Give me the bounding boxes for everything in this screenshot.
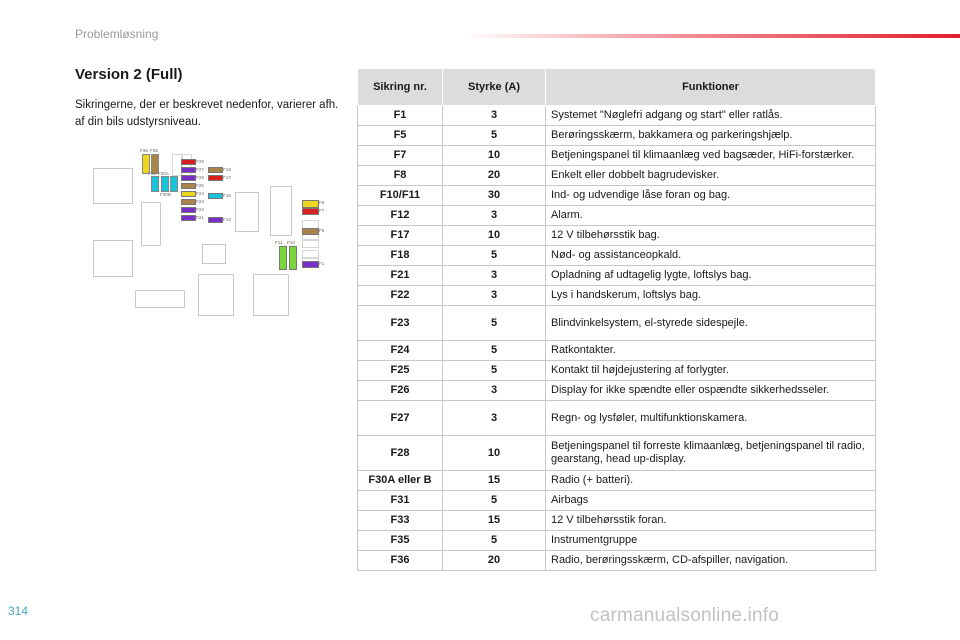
watermark: carmanualsonline.info <box>590 605 780 626</box>
fuse-f30a <box>161 176 169 192</box>
fuse-function: Lys i handskerum, loftslys bag. <box>546 286 876 306</box>
fuse-box-diagram <box>80 140 340 325</box>
fuse-function: Berøringsskærm, bakkamera og parkeringshjælp. <box>546 126 876 146</box>
fuse-f11 <box>279 246 287 270</box>
fuse-f24 <box>181 191 196 197</box>
table-row <box>358 511 876 531</box>
fuse-label: F36 <box>140 148 148 153</box>
fuse-f23 <box>181 199 196 205</box>
fuse-function: 12 V tilbehørsstik foran. <box>546 511 876 531</box>
fuse-function: Opladning af udtagelig lygte, loftslys bag. <box>546 266 876 286</box>
table-row <box>358 126 876 146</box>
fuse-number: F24 <box>358 341 443 361</box>
fuse-number: F17 <box>358 226 443 246</box>
fuse-amperage: 5 <box>443 341 546 361</box>
fuse-amperage: 3 <box>443 266 546 286</box>
fuse-f1 <box>302 261 319 268</box>
table-row <box>358 491 876 511</box>
fuse-function: Ratkontakter. <box>546 341 876 361</box>
table-row <box>358 381 876 401</box>
fuse-number: F33 <box>358 511 443 531</box>
fuse-function: Radio, berøringsskærm, CD-afspiller, navigation. <box>546 551 876 571</box>
fuse-amperage: 30 <box>443 186 546 206</box>
fuse-amperage: 10 <box>443 436 546 471</box>
fuse-label: F35 <box>150 148 158 153</box>
fuse-number: F21 <box>358 266 443 286</box>
fuse-function: Instrumentgruppe <box>546 531 876 551</box>
fuse-function: Ind- og udvendige låse foran og bag. <box>546 186 876 206</box>
header-fuse-number: Sikring nr. <box>358 69 443 106</box>
fuse-label: F11 <box>275 240 283 245</box>
fuse-f8 <box>302 200 319 208</box>
fuse-label: F24 <box>196 191 204 196</box>
fuse-number: F23 <box>358 306 443 341</box>
fuse-box-outline <box>235 192 259 232</box>
table-row <box>358 186 876 206</box>
fuse-box-outline <box>135 290 185 308</box>
table-row <box>358 246 876 266</box>
header-amperage: Styrke (A) <box>443 69 546 106</box>
fuse-f10 <box>289 246 297 270</box>
fuse-amperage: 5 <box>443 361 546 381</box>
fuse-f15 <box>208 193 223 199</box>
fuse-function: Betjeningspanel til klimaanlæg ved bagsæder, HiFi-forstærker. <box>546 146 876 166</box>
fuse-number: F31 <box>358 491 443 511</box>
fuse-function: Betjeningspanel til forreste klimaanlæg, betjeningspanel til radio, gearstang, head up-display. <box>546 436 876 471</box>
fuse-box-outline <box>93 168 133 204</box>
fuse-number: F10/F11 <box>358 186 443 206</box>
table-row <box>358 206 876 226</box>
fuse-label: F5 <box>319 228 325 233</box>
table-row <box>358 401 876 436</box>
fuse-function: Airbags <box>546 491 876 511</box>
fuse-label: F18 <box>223 167 231 172</box>
fuse-amperage: 3 <box>443 206 546 226</box>
fuse-function: Radio (+ batteri). <box>546 471 876 491</box>
section-title: Version 2 (Full) <box>75 66 183 83</box>
fuse-f17 <box>208 175 223 181</box>
fuse-box-outline <box>270 186 292 236</box>
fuse-amperage: 5 <box>443 491 546 511</box>
fuse-f12 <box>208 217 223 223</box>
fuse-amperage: 10 <box>443 146 546 166</box>
table-row <box>358 286 876 306</box>
fuse-number: F12 <box>358 206 443 226</box>
fuse-amperage: 3 <box>443 381 546 401</box>
table-row <box>358 266 876 286</box>
fuse-number: F5 <box>358 126 443 146</box>
fuse-box-outline <box>202 244 226 264</box>
fuse-f21 <box>181 215 196 221</box>
fuse-number: F35 <box>358 531 443 551</box>
fuse-f31 <box>151 176 159 192</box>
fuse-amperage: 3 <box>443 106 546 126</box>
fuse-label: F22 <box>196 207 204 212</box>
fuse-label: F10 <box>287 240 295 245</box>
fuse-label: F12 <box>223 217 231 222</box>
fuse-amperage: 5 <box>443 531 546 551</box>
fuse-label: F1 <box>319 261 325 266</box>
fuse-box-outline <box>253 274 289 316</box>
fuse-amperage: 5 <box>443 126 546 146</box>
fuse-function: Kontakt til højdejustering af forlygter. <box>546 361 876 381</box>
table-row <box>358 341 876 361</box>
table-row <box>358 306 876 341</box>
fuse-f7 <box>302 208 319 215</box>
fuse-number: F8 <box>358 166 443 186</box>
table-row <box>358 551 876 571</box>
fuse-label: F21 <box>196 215 204 220</box>
fuse-function: Systemet "Nøglefri adgang og start" eller ratlås. <box>546 106 876 126</box>
fuse-box-outline <box>141 202 161 246</box>
table-row <box>358 531 876 551</box>
fuse-function: Regn- og lysføler, multifunktionskamera. <box>546 401 876 436</box>
table-header-row <box>358 69 876 106</box>
fuse-number: F18 <box>358 246 443 266</box>
chapter-title: Problemløsning <box>75 27 159 41</box>
fuse-f30b <box>170 176 178 192</box>
table-row <box>358 106 876 126</box>
fuse-box-outline <box>93 240 133 277</box>
fuse-f27 <box>181 167 196 173</box>
intro-text: Sikringerne, der er beskrevet nedenfor, varierer afh. af din bils udstyrsniveau. <box>75 99 339 128</box>
fuse-amperage: 10 <box>443 226 546 246</box>
fuse-label: F26 <box>196 175 204 180</box>
fuse-f28 <box>181 159 196 165</box>
fuse-label: F15 <box>223 193 231 198</box>
fuse-box-outline <box>198 274 234 316</box>
table-row <box>358 471 876 491</box>
fuse-label: F31 <box>148 171 156 176</box>
fuse-number: F27 <box>358 401 443 436</box>
table-row <box>358 166 876 186</box>
fuse-amperage: 3 <box>443 286 546 306</box>
header-functions: Funktioner <box>546 69 876 106</box>
fuse-label: F8 <box>319 200 325 205</box>
header-accent-bar <box>460 34 960 38</box>
fuse-slot <box>302 250 319 258</box>
fuse-label: F17 <box>223 175 231 180</box>
fuse-function: 12 V tilbehørsstik bag. <box>546 226 876 246</box>
fuse-number: F7 <box>358 146 443 166</box>
table-row <box>358 436 876 471</box>
table-row <box>358 361 876 381</box>
fuse-amperage: 20 <box>443 551 546 571</box>
fuse-number: F36 <box>358 551 443 571</box>
fuse-label: F28 <box>196 159 204 164</box>
fuse-amperage: 20 <box>443 166 546 186</box>
fuse-amperage: 3 <box>443 401 546 436</box>
fuse-label: F25 <box>196 183 204 188</box>
fuse-function: Blindvinkelsystem, el-styrede sidespejle. <box>546 306 876 341</box>
fuse-number: F1 <box>358 106 443 126</box>
fuse-f22 <box>181 207 196 213</box>
fuse-label: F27 <box>196 167 204 172</box>
fuse-f18 <box>208 167 223 173</box>
fuse-function: Enkelt eller dobbelt bagrudevisker. <box>546 166 876 186</box>
fuse-number: F26 <box>358 381 443 401</box>
fuse-function: Alarm. <box>546 206 876 226</box>
fuse-number: F22 <box>358 286 443 306</box>
fuse-function: Nød- og assistanceopkald. <box>546 246 876 266</box>
fuse-slot <box>302 240 319 248</box>
fuse-f25 <box>181 183 196 189</box>
fuse-number: F25 <box>358 361 443 381</box>
fuse-amperage: 5 <box>443 306 546 341</box>
fuse-number: F30A eller B <box>358 471 443 491</box>
fuse-label: F30A <box>158 171 169 176</box>
fuse-label: F23 <box>196 199 204 204</box>
fuse-amperage: 15 <box>443 511 546 531</box>
table-row <box>358 226 876 246</box>
table-row <box>358 146 876 166</box>
fuse-function: Display for ikke spændte eller ospændte sikkerhedsseler. <box>546 381 876 401</box>
page-number: 314 <box>8 604 29 618</box>
fuse-number: F28 <box>358 436 443 471</box>
fuse-table <box>357 68 876 571</box>
fuse-f26 <box>181 175 196 181</box>
fuse-amperage: 15 <box>443 471 546 491</box>
fuse-f5 <box>302 228 319 235</box>
fuse-amperage: 5 <box>443 246 546 266</box>
fuse-label: F30B <box>160 192 171 197</box>
fuse-label: F7 <box>319 208 325 213</box>
